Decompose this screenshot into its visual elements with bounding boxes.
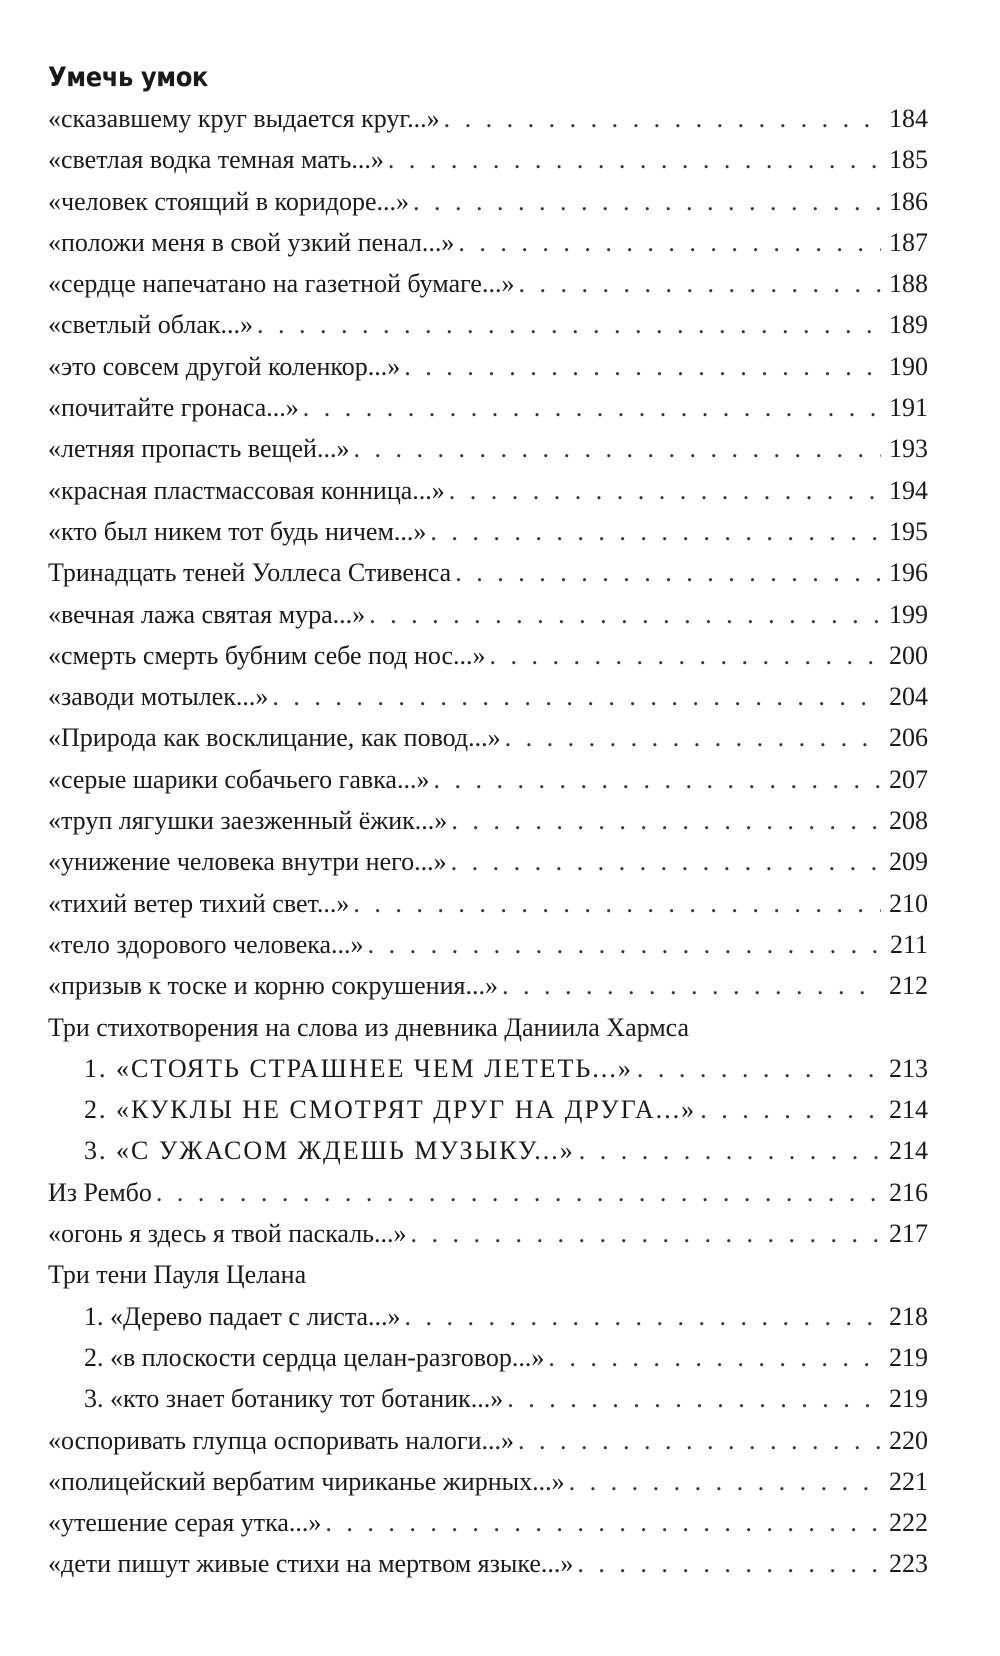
page-number: 195 bbox=[889, 516, 928, 546]
page-number: 211 bbox=[889, 929, 928, 959]
page-number: 223 bbox=[889, 1549, 928, 1579]
page-number: 217 bbox=[889, 1219, 928, 1249]
toc-entry[interactable] bbox=[48, 181, 928, 222]
dot-leader bbox=[575, 1130, 881, 1171]
dot-leader bbox=[633, 1048, 881, 1089]
dot-leader bbox=[486, 635, 881, 676]
entry-title: «серые шарики собачьего гавка...» bbox=[48, 764, 430, 794]
toc-entry[interactable] bbox=[48, 594, 928, 635]
dot-leader bbox=[501, 717, 881, 758]
toc-entry[interactable] bbox=[48, 552, 928, 593]
toc-subentry[interactable] bbox=[48, 1378, 928, 1419]
toc-entry[interactable] bbox=[48, 841, 928, 882]
dot-leader bbox=[400, 346, 881, 387]
toc-entry[interactable] bbox=[48, 139, 928, 180]
page-number: 221 bbox=[889, 1466, 928, 1496]
page-number: 200 bbox=[889, 640, 928, 670]
toc-entry[interactable] bbox=[48, 965, 928, 1006]
entry-title: 2. «в плоскости сердца целан-разговор...» bbox=[84, 1342, 545, 1372]
entry-title: «тихий ветер тихий свет...» bbox=[48, 888, 350, 918]
page-number: 222 bbox=[889, 1508, 928, 1538]
entry-title: Три стихотворения на слова из дневника Даниила Хармса bbox=[48, 1012, 690, 1042]
entry-title: «человек стоящий в коридоре...» bbox=[48, 186, 410, 216]
toc-entry[interactable] bbox=[48, 387, 928, 428]
dot-leader bbox=[364, 924, 882, 965]
entry-title: «светлый облак...» bbox=[48, 310, 254, 340]
page-number: 219 bbox=[889, 1384, 928, 1414]
entry-title: 3. «кто знает ботанику тот ботаник...» bbox=[84, 1384, 504, 1414]
toc-entry[interactable] bbox=[48, 759, 928, 800]
toc-entry[interactable] bbox=[48, 800, 928, 841]
entry-title: «кто был никем тот будь ничем...» bbox=[48, 516, 427, 546]
toc-entry[interactable] bbox=[48, 263, 928, 304]
entry-title: Три тени Пауля Целана bbox=[48, 1260, 307, 1290]
entry-title: «положи меня в свой узкий пенал...» bbox=[48, 227, 455, 257]
entry-title: Из Рембо bbox=[48, 1177, 152, 1207]
dot-leader bbox=[407, 1213, 881, 1254]
page-number: 187 bbox=[889, 227, 928, 257]
table-of-contents bbox=[48, 58, 928, 1585]
page-number: 206 bbox=[889, 723, 928, 753]
page-number: 189 bbox=[889, 310, 928, 340]
page-number: 208 bbox=[889, 806, 928, 836]
page-number: 216 bbox=[889, 1177, 928, 1207]
toc-entry[interactable] bbox=[48, 1213, 928, 1254]
toc-entry[interactable] bbox=[48, 428, 928, 469]
page-number: 207 bbox=[889, 764, 928, 794]
page-number: 220 bbox=[889, 1425, 928, 1455]
entry-title: 2. «КУКЛЫ НЕ СМОТРЯТ ДРУГ НА ДРУГА...» bbox=[84, 1095, 697, 1125]
entry-title: «Природа как восклицание, как повод...» bbox=[48, 723, 501, 753]
entry-title: «это совсем другой коленкор...» bbox=[48, 351, 401, 381]
dot-leader bbox=[565, 1461, 881, 1502]
toc-entry[interactable] bbox=[48, 1502, 928, 1543]
toc-entry[interactable] bbox=[48, 717, 928, 758]
entry-title: «красная пластмассовая конница...» bbox=[48, 475, 445, 505]
page-number: 218 bbox=[889, 1301, 928, 1331]
dot-leader bbox=[426, 511, 881, 552]
entry-title: «полицейский вербатим чириканье жирных...» bbox=[48, 1466, 565, 1496]
entry-title: «огонь я здесь я твой паскаль...» bbox=[48, 1219, 407, 1249]
toc-subentry[interactable] bbox=[48, 1089, 928, 1130]
dot-leader bbox=[440, 98, 881, 139]
toc-entry[interactable] bbox=[48, 222, 928, 263]
dot-leader bbox=[321, 1502, 881, 1543]
page-number: 184 bbox=[889, 104, 928, 133]
toc-subentry[interactable] bbox=[48, 1296, 928, 1337]
dot-leader bbox=[365, 594, 881, 635]
page-number: 186 bbox=[889, 186, 928, 216]
dot-leader bbox=[268, 676, 881, 717]
entry-title: 3. «С УЖАСОМ ЖДЕШЬ МУЗЫКУ...» bbox=[84, 1136, 575, 1166]
entry-title: «вечная лажа святая мура...» bbox=[48, 599, 366, 629]
toc-subentry[interactable] bbox=[48, 1048, 928, 1089]
entry-title: «тело здорового человека...» bbox=[48, 929, 364, 959]
toc-entry[interactable] bbox=[48, 98, 928, 139]
toc-list bbox=[48, 98, 928, 1585]
page-number: 209 bbox=[889, 847, 928, 877]
entry-title: «смерть смерть бубним себе под нос...» bbox=[48, 640, 486, 670]
dot-leader bbox=[573, 1543, 881, 1584]
dot-leader bbox=[514, 1420, 881, 1461]
dot-leader bbox=[503, 1378, 881, 1419]
toc-entry[interactable] bbox=[48, 304, 928, 345]
dot-leader bbox=[152, 1172, 881, 1213]
page-number: 194 bbox=[889, 475, 928, 505]
toc-subentry[interactable] bbox=[48, 1130, 928, 1171]
dot-leader bbox=[349, 428, 881, 469]
entry-title: «утешение серая утка...» bbox=[48, 1508, 322, 1538]
section-title: Умечь умок bbox=[48, 62, 208, 93]
dot-leader bbox=[384, 139, 881, 180]
page-number: 219 bbox=[889, 1342, 928, 1372]
toc-entry[interactable] bbox=[48, 1172, 928, 1213]
page-number: 212 bbox=[889, 971, 928, 1001]
page-number: 199 bbox=[889, 599, 928, 629]
toc-group-heading[interactable] bbox=[48, 1254, 928, 1295]
page-number: 204 bbox=[889, 682, 928, 712]
entry-title: 1. «Дерево падает с листа...» bbox=[84, 1301, 401, 1331]
toc-entry[interactable] bbox=[48, 676, 928, 717]
dot-leader bbox=[498, 965, 881, 1006]
page-number: 188 bbox=[889, 269, 928, 299]
page-number: 191 bbox=[889, 393, 928, 423]
toc-entry[interactable] bbox=[48, 346, 928, 387]
toc-group-heading[interactable] bbox=[48, 1007, 928, 1048]
entry-title: Тринадцать теней Уоллеса Стивенса bbox=[48, 558, 452, 588]
page-number: 193 bbox=[889, 434, 928, 464]
dot-leader bbox=[544, 1337, 881, 1378]
page-number: 185 bbox=[889, 145, 928, 175]
entry-title: «труп лягушки заезженный ёжик...» bbox=[48, 806, 448, 836]
toc-entry[interactable] bbox=[48, 1543, 928, 1584]
dot-leader bbox=[447, 841, 881, 882]
page-number: 214 bbox=[889, 1095, 928, 1125]
page-number: 214 bbox=[889, 1136, 928, 1166]
toc-subentry[interactable] bbox=[48, 1337, 928, 1378]
entry-title: «светлая водка темная мать...» bbox=[48, 145, 384, 175]
dot-leader bbox=[696, 1089, 881, 1130]
entry-title: «призыв к тоске и корню сокрушения...» bbox=[48, 971, 498, 1001]
dot-leader bbox=[409, 181, 881, 222]
dot-leader bbox=[445, 470, 881, 511]
dot-leader bbox=[349, 883, 881, 924]
entry-title: «оспоривать глупца оспоривать налоги...» bbox=[48, 1425, 514, 1455]
dot-leader bbox=[514, 263, 881, 304]
toc-entry[interactable] bbox=[48, 635, 928, 676]
toc-entry[interactable] bbox=[48, 924, 928, 965]
dot-leader bbox=[451, 552, 881, 593]
dot-leader bbox=[454, 222, 881, 263]
entry-title: «сердце напечатано на газетной бумаге...» bbox=[48, 269, 515, 299]
dot-leader bbox=[429, 759, 881, 800]
dot-leader bbox=[253, 304, 881, 345]
toc-entry[interactable] bbox=[48, 1420, 928, 1461]
dot-leader bbox=[401, 1296, 881, 1337]
page-number: 190 bbox=[889, 351, 928, 381]
dot-leader bbox=[299, 387, 881, 428]
page-number: 196 bbox=[889, 558, 928, 588]
toc-entry[interactable] bbox=[48, 883, 928, 924]
dot-leader bbox=[447, 800, 881, 841]
entry-title: «почитайте гронаса...» bbox=[48, 393, 299, 423]
entry-title: «дети пишут живые стихи на мертвом языке...» bbox=[48, 1549, 574, 1579]
page-number: 213 bbox=[889, 1053, 928, 1083]
toc-entry[interactable] bbox=[48, 511, 928, 552]
entry-title: «заводи мотылек...» bbox=[48, 682, 269, 712]
toc-entry[interactable] bbox=[48, 1461, 928, 1502]
entry-title: «унижение человека внутри него...» bbox=[48, 847, 447, 877]
page-number: 210 bbox=[889, 888, 928, 918]
toc-entry[interactable] bbox=[48, 470, 928, 511]
entry-title: 1. «СТОЯТЬ СТРАШНЕЕ ЧЕМ ЛЕТЕТЬ...» bbox=[84, 1053, 633, 1083]
entry-title: «летняя пропасть вещей...» bbox=[48, 434, 350, 464]
entry-title: «сказавшему круг выдается круг...» bbox=[48, 104, 440, 133]
